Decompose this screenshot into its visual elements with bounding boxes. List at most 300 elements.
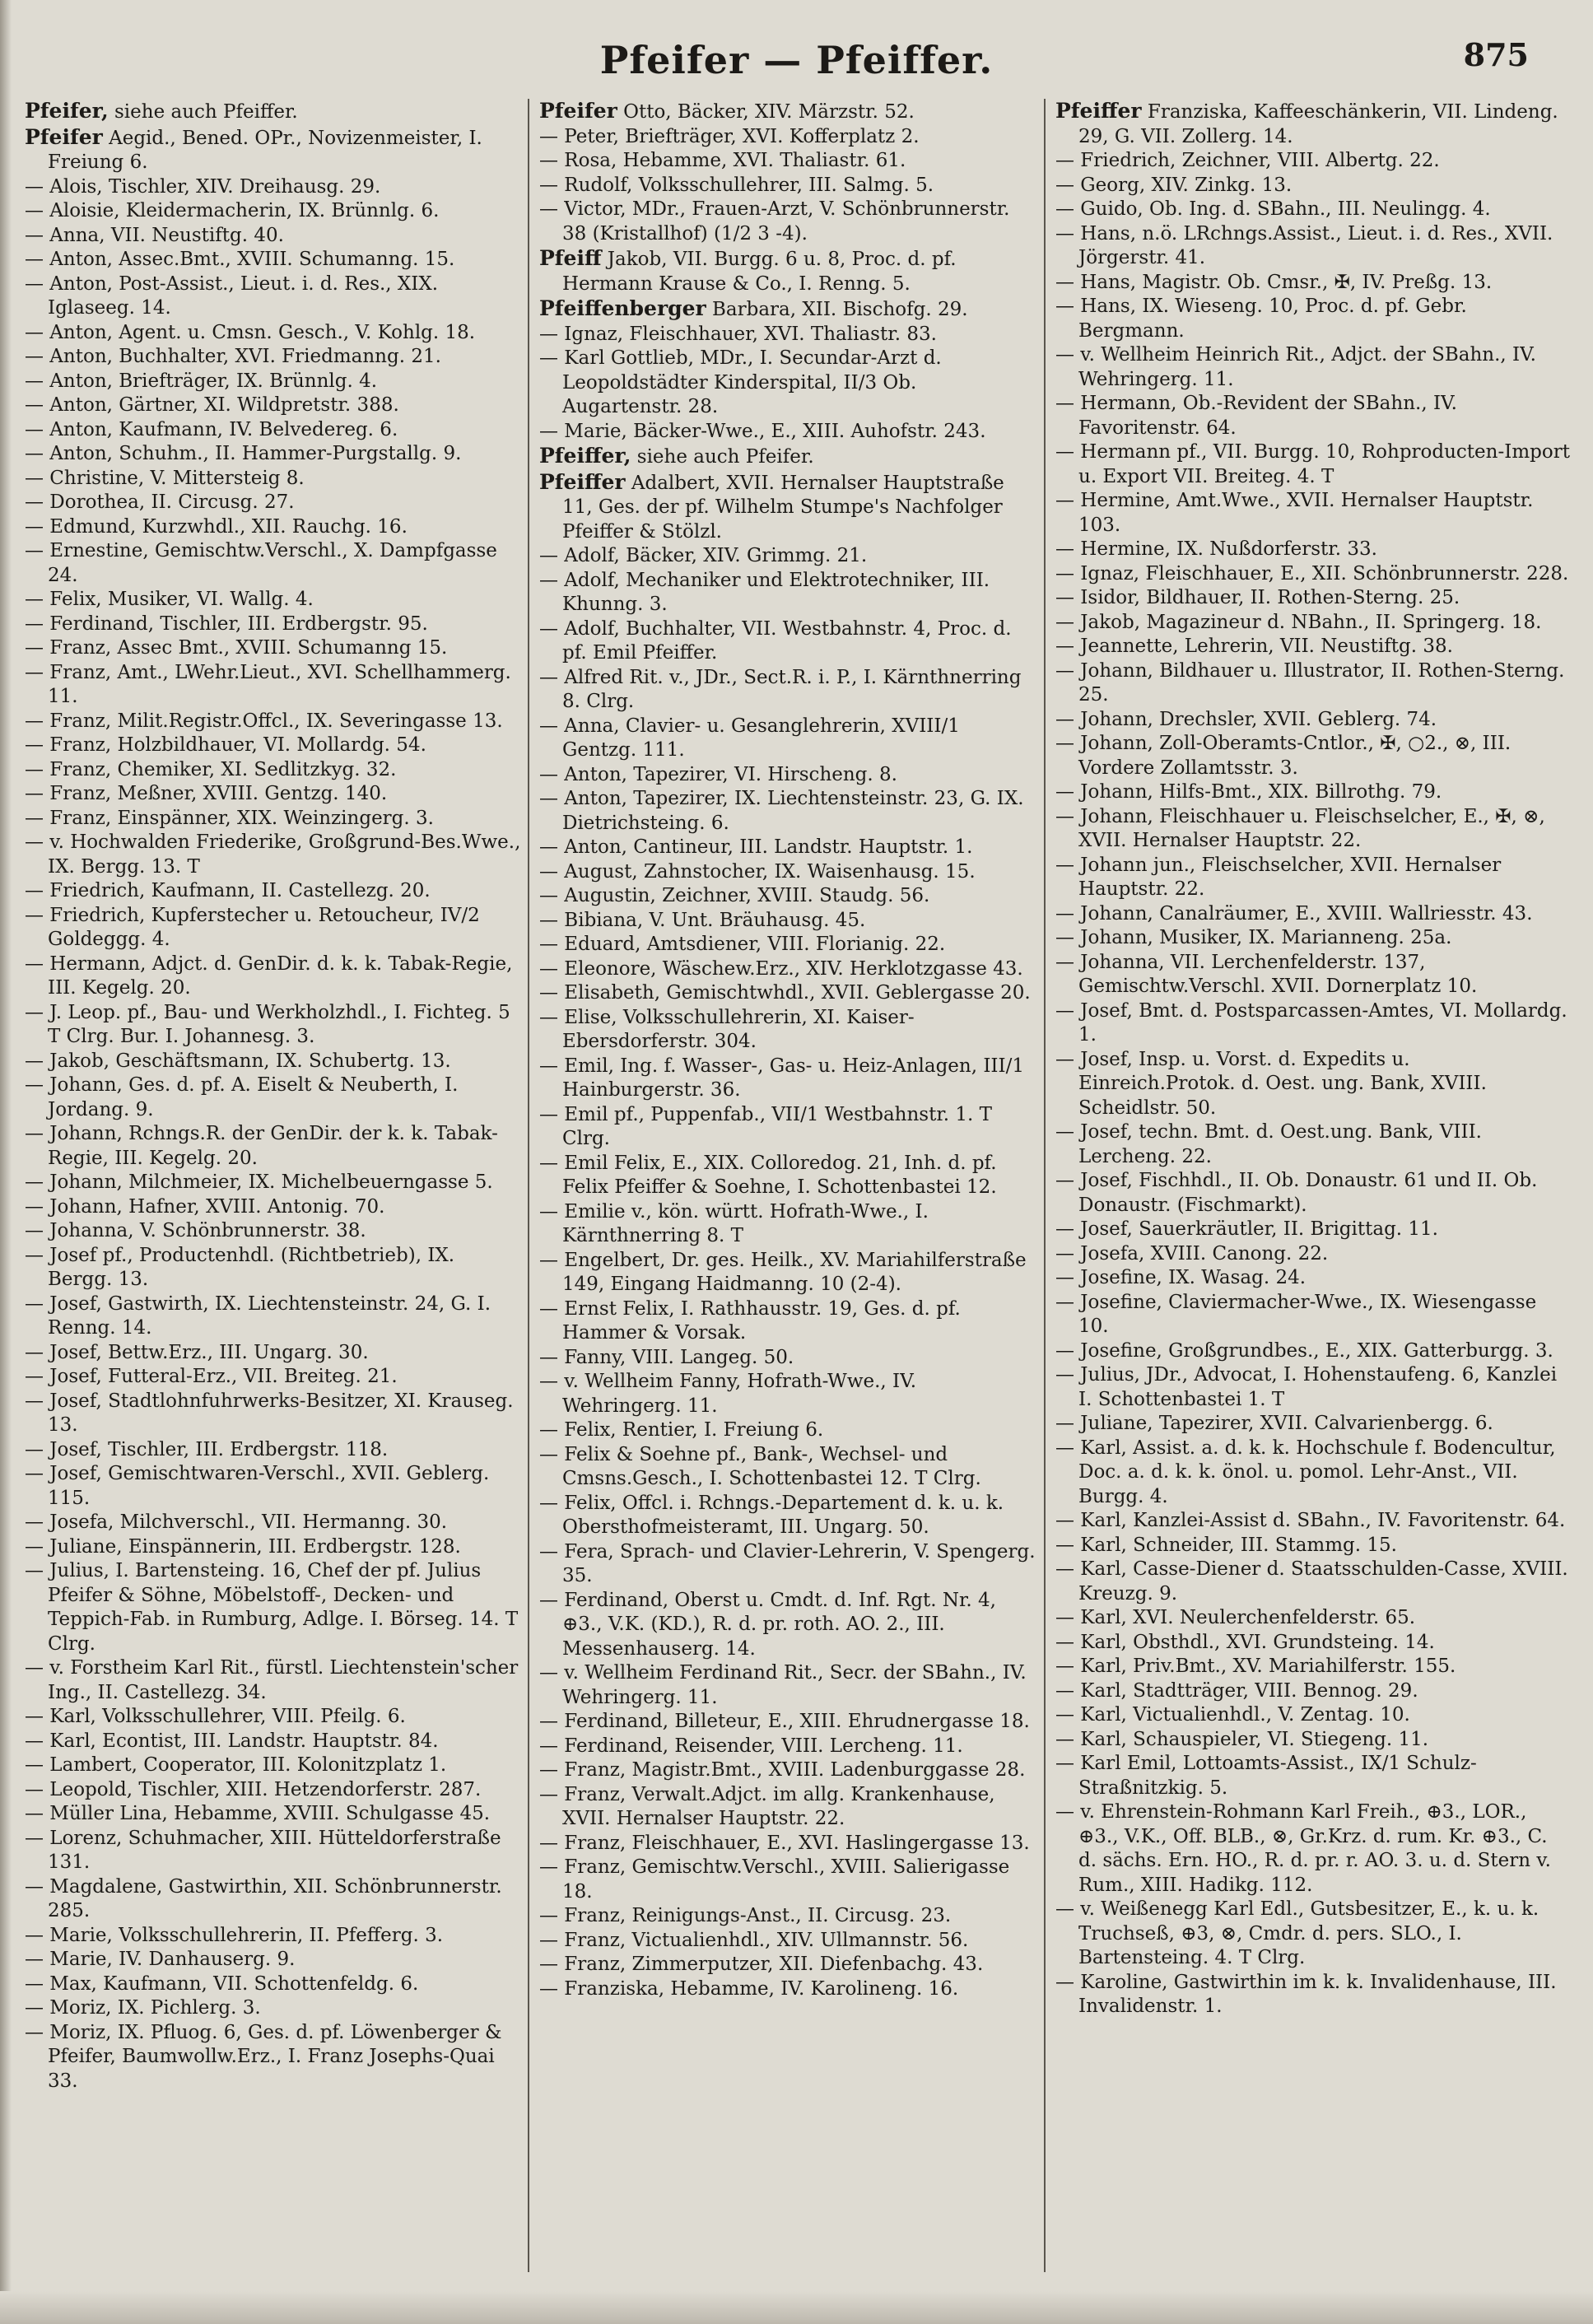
directory-entry <box>1055 1631 1570 1656</box>
entry-surname: Pfeiffenberger <box>539 296 706 320</box>
directory-entry <box>539 933 1037 957</box>
directory-entry <box>25 1535 523 1560</box>
entry-text: — Felix, Rentier, I. Freiung 6. <box>539 1419 824 1441</box>
directory-entry <box>539 1710 1037 1735</box>
entry-text: — Fanny, VIII. Langeg. 50. <box>539 1346 794 1368</box>
directory-entry <box>25 1511 523 1535</box>
directory-entry <box>25 661 523 710</box>
entry-text: — Johann, Bildhauer u. Illustrator, II. Rothen-Sterng. 25. <box>1055 659 1565 706</box>
entry-text: — Marie, IV. Danhauserg. 9. <box>25 1949 296 1970</box>
directory-entry <box>539 617 1037 666</box>
entry-text: — Anton, Kaufmann, IV. Belvedereg. 6. <box>25 418 398 440</box>
directory-entry <box>25 612 523 637</box>
directory-entry <box>539 1904 1037 1929</box>
entry-text: — Jakob, Magazineur d. NBahn., II. Springerg. 18. <box>1055 611 1542 633</box>
directory-entry <box>539 1856 1037 1904</box>
directory-entry <box>1055 1048 1570 1121</box>
entry-surname: Pfeiffer, <box>539 444 631 468</box>
entry-text: — Ferdinand, Oberst u. Cmdt. d. Inf. Rgt. Nr. 4, ⊕3., V.K. (KD.), R. d. pr. roth. AO. 2., III. Messenhauserg. 14. <box>539 1589 996 1660</box>
entry-text: siehe auch Pfeifer. <box>636 446 814 468</box>
directory-entry <box>539 1200 1037 1249</box>
directory-entry <box>539 787 1037 836</box>
directory-entry <box>1055 392 1570 440</box>
directory-entry <box>25 1559 523 1656</box>
directory-entry <box>25 125 523 175</box>
directory-entry <box>25 1341 523 1366</box>
entry-text: — Anna, VII. Neustiftg. 40. <box>25 224 284 246</box>
directory-entry <box>25 1365 523 1390</box>
entry-text: — Johann, Fleischhauer u. Fleischselcher, E., ✠, ⊗, XVII. Hernalser Hauptstr. 22. <box>1055 805 1545 851</box>
directory-entry <box>539 715 1037 763</box>
page-title: Pfeifer — Pfeiffer. <box>599 38 994 82</box>
entry-text: — Hans, IX. Wieseng. 10, Proc. d. pf. Gebr. Bergmann. <box>1055 296 1467 342</box>
entry-text: — Leopold, Tischler, XIII. Hetzendorferstr. 287. <box>25 1778 482 1800</box>
directory-entry <box>25 175 523 200</box>
directory-entry <box>25 1705 523 1730</box>
directory-entry <box>25 1972 523 1997</box>
entry-text: — Johanna, VII. Lerchenfelderstr. 137, Gemischtw.Verschl. XVII. Dornerplatz 10. <box>1055 951 1478 997</box>
entry-text: — v. Wellheim Fanny, Hofrath-Wwe., IV. Wehringerg. 11. <box>539 1371 917 1417</box>
directory-entry <box>539 174 1037 198</box>
entry-text: — Josef, Futteral-Erz., VII. Breiteg. 21. <box>25 1366 398 1387</box>
entry-text: — Hermann pf., VII. Burgg. 10, Rohproducten-Import u. Export VII. Breiteg. 4. T <box>1055 441 1570 487</box>
directory-entry <box>25 1001 523 1050</box>
entry-text: — Peter, Briefträger, XVI. Kofferplatz 2. <box>539 125 920 147</box>
entry-text: — v. Hochwalden Friederike, Großgrund-Bes.Wwe., IX. Bergg. 13. T <box>25 831 521 878</box>
entry-text: — Emilie v., kön. württ. Hofrath-Wwe., I. Kärnthnerring 8. T <box>539 1200 929 1246</box>
directory-entry <box>25 1753 523 1778</box>
entry-text: — Karl, Casse-Diener d. Staatsschulden-Casse, XVIII. Kreuzg. 9. <box>1055 1558 1568 1604</box>
directory-entry <box>1055 538 1570 562</box>
entry-text: — Franz, Zimmerputzer, XII. Diefenbachg. 43. <box>539 1954 984 1975</box>
entry-text: — Emil, Ing. f. Wasser-, Gas- u. Heiz-Anlagen, III/1 Hainburgerstr. 36. <box>539 1055 1024 1101</box>
directory-entry <box>25 879 523 904</box>
directory-entry <box>539 1370 1037 1418</box>
entry-text: siehe auch Pfeiffer. <box>114 101 298 123</box>
entry-text: — Bibiana, V. Unt. Bräuhausg. 45. <box>539 909 866 931</box>
directory-entry <box>539 1418 1037 1443</box>
directory-entry <box>25 1390 523 1438</box>
entry-text: — Ernst Felix, I. Rathhausstr. 19, Ges. d. pf. Hammer & Vorsak. <box>539 1297 961 1344</box>
entry-text: — Josef, Bettw.Erz., III. Ungarg. 30. <box>25 1341 369 1363</box>
directory-entry <box>539 836 1037 860</box>
entry-text: — Karl, Priv.Bmt., XV. Mariahilferstr. 155. <box>1055 1656 1456 1677</box>
directory-entry <box>1055 902 1570 927</box>
directory-entry <box>539 323 1037 347</box>
entry-text: — Ignaz, Fleischhauer, E., XII. Schönbrunnerstr. 228. <box>1055 562 1569 584</box>
entry-text: — Karl, Assist. a. d. k. k. Hochschule f. Bodencultur, Doc. a. d. k. k. önol. u. pomol. Lehr-Anst., VII. Burgg. 4. <box>1055 1437 1556 1507</box>
directory-entry <box>539 1492 1037 1540</box>
entry-text: — Franz, Gemischtw.Verschl., XVIII. Salierigasse 18. <box>539 1856 1010 1903</box>
directory-entry <box>539 957 1037 982</box>
entry-text: — Franz, Milit.Registr.Offcl., IX. Severingasse 13. <box>25 710 503 732</box>
entry-text: — Karl, Econtist, III. Landstr. Hauptstr. 84. <box>25 1730 439 1752</box>
entry-text: — Franz, Fleischhauer, E., XVI. Haslingergasse 13. <box>539 1832 1030 1854</box>
entry-text: — Guido, Ob. Ing. d. SBahn., III. Neulingg. 4. <box>1055 198 1491 220</box>
entry-text: — Franz, Chemiker, XI. Sedlitzkyg. 32. <box>25 758 397 780</box>
entry-text: — Felix, Musiker, VI. Wallg. 4. <box>25 589 314 610</box>
entry-text: — v. Wellheim Ferdinand Rit., Secr. der SBahn., IV. Wehringerg. 11. <box>539 1662 1027 1708</box>
entry-text: — Franz, Amt., LWehr.Lieut., XVI. Schellhammerg. 11. <box>25 661 511 707</box>
entry-text: — Rosa, Hebamme, XVI. Thaliastr. 61. <box>539 150 906 171</box>
directory-entry <box>539 1152 1037 1200</box>
entry-surname: Pfeiffer <box>1055 99 1142 123</box>
directory-entry <box>539 149 1037 174</box>
page-number: 875 <box>1463 36 1529 73</box>
directory-entry <box>539 763 1037 788</box>
entry-text: — Lambert, Cooperator, III. Kolonitzplatz 1. <box>25 1754 447 1776</box>
directory-entry <box>539 1735 1037 1759</box>
directory-entry <box>1055 1169 1570 1218</box>
column-2 <box>539 99 1037 2289</box>
entry-text: — Ignaz, Fleischhauer, XVI. Thaliastr. 83. <box>539 323 937 345</box>
directory-entry <box>1055 1971 1570 2019</box>
entry-text: — Josef, Gastwirth, IX. Liechtensteinstr. 24, G. I. Renng. 14. <box>25 1292 491 1339</box>
column-divider <box>528 99 529 2272</box>
directory-entry <box>539 569 1037 617</box>
entry-text: — Edmund, Kurzwhdl., XII. Rauchg. 16. <box>25 515 408 538</box>
entry-text: — Josef, Bmt. d. Postsparcassen-Amtes, VI. Mollardg. 1. <box>1055 999 1567 1046</box>
directory-entry <box>1055 635 1570 659</box>
entry-text: — Josef, Sauerkräutler, II. Brigittag. 11. <box>1055 1218 1438 1240</box>
directory-entry <box>25 1438 523 1463</box>
entry-text: Aegid., Bened. OPr., Novizenmeister, I. Freiung 6. <box>48 127 482 173</box>
entry-text: — Franz, Reinigungs-Anst., II. Circusg. 23. <box>539 1905 952 1926</box>
directory-entry <box>1055 343 1570 392</box>
entry-text: — Friedrich, Kupferstecher u. Retoucheur, IV/2 Goldeggg. 4. <box>25 904 480 950</box>
entry-text: — Moriz, IX. Pichlerg. 3. <box>25 1997 261 2019</box>
entry-text: — Victor, MDr., Frauen-Arzt, V. Schönbrunnerstr. 38 (Kristallhof) (1/2 3 -4). <box>539 198 1010 245</box>
directory-entry <box>25 1292 523 1341</box>
directory-entry <box>25 199 523 224</box>
entry-text: — Rudolf, Volksschullehrer, III. Salmg. 5. <box>539 174 934 196</box>
directory-entry <box>25 636 523 661</box>
entry-text: — Adolf, Buchhalter, VII. Westbahnstr. 4, Proc. d. pf. Emil Pfeiffer. <box>539 617 1012 664</box>
entry-text: — Moriz, IX. Pfluog. 6, Ges. d. pf. Löwenberger & Pfeifer, Baumwollw.Erz., I. Franz Josephs-Quai 33. <box>25 2021 502 2092</box>
directory-entry <box>25 904 523 952</box>
entry-text: — Josef, Insp. u. Vorst. d. Expedits u. Einreich.Protok. d. Oest. ung. Bank, XVIII. Scheidlstr. 50. <box>1055 1048 1487 1119</box>
directory-entry <box>25 370 523 394</box>
directory-entry <box>1055 708 1570 733</box>
entry-text: — Franziska, Hebamme, IV. Karolineng. 16. <box>539 1977 959 2000</box>
entry-text: Adalbert, XVII. Hernalser Hauptstraße 11, Ges. der pf. Wilhelm Stumpe's Nachfolger Pfeiffer & Stölzl. <box>562 472 1004 543</box>
directory-entry <box>1055 1339 1570 1364</box>
entry-text: — Johanna, V. Schönbrunnerstr. 38. <box>25 1220 366 1241</box>
directory-entry <box>1055 1120 1570 1169</box>
directory-entry <box>25 1996 523 2021</box>
directory-entry <box>1055 780 1570 805</box>
directory-entry <box>539 99 1037 125</box>
entry-text: — Ferdinand, Tischler, III. Erdbergstr. 95. <box>25 612 428 635</box>
directory-entry <box>25 418 523 443</box>
entry-text: — Juliane, Tapezirer, XVII. Calvarienbergg. 6. <box>1055 1413 1493 1434</box>
entry-text: — Josef, Stadtlohnfuhrwerks-Besitzer, XI. Krauseg. 13. <box>25 1390 514 1436</box>
directory-entry <box>25 1802 523 1827</box>
entry-text: — Karl, Schneider, III. Stammg. 15. <box>1055 1534 1397 1556</box>
entry-text: — Magdalene, Gastwirthin, XII. Schönbrunnerstr. 285. <box>25 1875 502 1921</box>
entry-text: — Karl, Obsthdl., XVI. Grundsteing. 14. <box>1055 1631 1435 1653</box>
directory-entry <box>25 831 523 879</box>
directory-entry <box>25 1827 523 1875</box>
scan-edge-left <box>0 0 12 2324</box>
entry-text: — Georg, XIV. Zinkg. 13. <box>1055 174 1293 196</box>
entry-text: — Josefa, Milchverschl., VII. Hermanng. 30. <box>25 1511 448 1533</box>
directory-entry <box>539 1006 1037 1055</box>
entry-text: — Josef, Gemischtwaren-Verschl., XVII. Geblerg. 115. <box>25 1463 490 1509</box>
directory-entry <box>25 442 523 467</box>
entry-text: — Augustin, Zeichner, XVIII. Staudg. 56. <box>539 885 930 906</box>
entry-text: — Anton, Tapezirer, VI. Hirscheng. 8. <box>539 763 897 785</box>
directory-entry <box>539 246 1037 296</box>
entry-text: — Friedrich, Kaufmann, II. Castellezg. 20. <box>25 880 431 901</box>
entry-text: — Josef, Fischhdl., II. Ob. Donaustr. 61 und II. Ob. Donaustr. (Fischmarkt). <box>1055 1170 1538 1216</box>
entry-text: — Adolf, Bäcker, XIV. Grimmg. 21. <box>539 545 868 566</box>
directory-entry <box>25 1462 523 1511</box>
entry-text: — Johann, Rchngs.R. der GenDir. der k. k. Tabak-Regie, III. Kegelg. 20. <box>25 1123 498 1169</box>
directory-entry <box>539 125 1037 150</box>
directory-entry <box>1055 1655 1570 1679</box>
entry-surname: Pfeifer <box>25 124 103 149</box>
directory-entry <box>1055 174 1570 198</box>
entry-text: — Franz, Meßner, XVIII. Gentzg. 140. <box>25 783 388 804</box>
directory-entry <box>25 1122 523 1171</box>
entry-text: — Jakob, Geschäftsmann, IX. Schubertg. 13. <box>25 1050 451 1072</box>
entry-text: — Karl, Kanzlei-Assist d. SBahn., IV. Favoritenstr. 64. <box>1055 1510 1566 1531</box>
directory-entry <box>539 347 1037 420</box>
directory-entry <box>1055 1728 1570 1753</box>
entry-text: — Josefine, Claviermacher-Wwe., IX. Wiesengasse 10. <box>1055 1291 1537 1337</box>
entry-text: Jakob, VII. Burgg. 6 u. 8, Proc. d. pf. Hermann Krause & Co., I. Renng. 5. <box>562 249 957 295</box>
directory-entry <box>25 1778 523 1803</box>
entry-text: — Johann jun., Fleischselcher, XVII. Hernalser Hauptstr. 22. <box>1055 854 1502 900</box>
directory-entry <box>1055 1412 1570 1437</box>
directory-entry <box>1055 1242 1570 1267</box>
directory-entry <box>25 782 523 807</box>
directory-entry <box>25 321 523 346</box>
directory-entry <box>25 758 523 783</box>
directory-entry <box>1055 1898 1570 1971</box>
directory-entry <box>539 296 1037 323</box>
entry-surname: Pfeifer <box>539 99 617 123</box>
entry-text: — Karl Gottlieb, MDr., I. Secundar-Arzt d. Leopoldstädter Kinderspital, II/3 Ob. Augartenstr. 28. <box>539 347 942 417</box>
entry-text: — Ernestine, Gemischtw.Verschl., X. Dampfgasse 24. <box>25 540 497 586</box>
entry-text: — Anton, Post-Assist., Lieut. i. d. Res., XIX. Iglaseeg. 14. <box>25 272 439 319</box>
directory-entry <box>25 467 523 491</box>
entry-text: — Julius, I. Bartensteing. 16, Chef der pf. Julius Pfeifer & Söhne, Möbelstoff-, Decken- und Teppich-Fab. in Rumburg, Adlge. I. Börseg. 14. T Clrg. <box>25 1560 519 1655</box>
entry-text: — Anton, Gärtner, XI. Wildpretstr. 388. <box>25 394 399 416</box>
directory-entry <box>25 1656 523 1705</box>
entry-text: — Franz, Einspänner, XIX. Weinzingerg. 3. <box>25 807 434 829</box>
directory-entry <box>25 1074 523 1122</box>
entry-text: — Hermine, IX. Nußdorferstr. 33. <box>1055 538 1377 560</box>
entry-text: — Dorothea, II. Circusg. 27. <box>25 491 295 513</box>
entry-text: — Franz, Magistr.Bmt., XVIII. Ladenburggasse 28. <box>539 1759 1026 1781</box>
entry-text: — Max, Kaufmann, VII. Schottenfeldg. 6. <box>25 1972 419 1995</box>
entry-text: — Müller Lina, Hebamme, XVIII. Schulgasse 45. <box>25 1803 491 1824</box>
entry-text: — Lorenz, Schuhmacher, XIII. Hütteldorferstraße 131. <box>25 1827 501 1873</box>
directory-entry <box>25 952 523 1001</box>
entry-text: — Adolf, Mechaniker und Elektrotechniker, III. Khunng. 3. <box>539 569 990 615</box>
directory-entry <box>1055 732 1570 780</box>
directory-entry <box>1055 659 1570 708</box>
entry-text: — Johann, Musiker, IX. Marianneng. 25a. <box>1055 927 1452 948</box>
entry-text: — Hermann, Adjct. d. GenDir. d. k. k. Tabak-Regie, III. Kegelg. 20. <box>25 952 513 999</box>
directory-entry <box>25 1924 523 1949</box>
entry-text: — Jeannette, Lehrerin, VII. Neustiftg. 38. <box>1055 636 1453 657</box>
entry-surname: Pfeiffer <box>539 469 626 494</box>
directory-entry <box>1055 1437 1570 1510</box>
entry-text: Franziska, Kaffeeschänkerin, VII. Lindeng. 29, G. VII. Zollerg. 14. <box>1078 101 1558 147</box>
column-divider <box>1044 99 1046 2272</box>
entry-text: — Anton, Agent. u. Cmsn. Gesch., V. Kohlg. 18. <box>25 321 476 343</box>
directory-entry <box>539 909 1037 934</box>
entry-text: — Karoline, Gastwirthin im k. k. Invalidenhause, III. Invalidenstr. 1. <box>1055 1971 1557 2017</box>
directory-entry <box>1055 1534 1570 1558</box>
directory-entry <box>1055 222 1570 271</box>
directory-entry <box>25 734 523 758</box>
entry-text: — Eduard, Amtsdiener, VIII. Florianig. 22. <box>539 934 946 955</box>
entry-text: — Karl, XVI. Neulerchenfelderstr. 65. <box>1055 1607 1416 1628</box>
directory-entry <box>539 1758 1037 1783</box>
entry-text: — Franz, Assec Bmt., XVIII. Schumanng 15. <box>25 637 448 659</box>
entry-text: — Karl, Volksschullehrer, VIII. Pfeilg. 6. <box>25 1706 406 1727</box>
directory-entry <box>1055 1800 1570 1898</box>
entry-text: — Friedrich, Zeichner, VIII. Albertg. 22. <box>1055 150 1440 171</box>
entry-text: — Johann, Canalräumer, E., XVIII. Wallriesstr. 43. <box>1055 902 1533 924</box>
entry-text: — Engelbert, Dr. ges. Heilk., XV. Mariahilferstraße 149, Eingang Haidmanng. 10 (2-4). <box>539 1249 1027 1295</box>
entry-text: — v. Forstheim Karl Rit., fürstl. Liechtenstein'scher Ing., II. Castellezg. 34. <box>25 1657 519 1703</box>
entry-text: — Hans, Magistr. Ob. Cmsr., ✠, IV. Preßg. 13. <box>1055 271 1493 293</box>
directory-entry <box>539 860 1037 885</box>
directory-entry <box>25 1730 523 1754</box>
column-3 <box>1055 99 1570 2289</box>
directory-entry <box>1055 586 1570 611</box>
entry-text: — Anton, Buchhalter, XVI. Friedmanng. 21. <box>25 346 441 367</box>
directory-entry <box>1055 611 1570 636</box>
directory-entry <box>25 345 523 370</box>
entry-text: — Karl, Stadtträger, VIII. Bennog. 29. <box>1055 1679 1418 1702</box>
directory-entry <box>25 1948 523 1972</box>
entry-text: — Anton, Cantineur, III. Landstr. Hauptstr. 1. <box>539 836 973 858</box>
entry-text: — Franz, Victualienhdl., XIV. Ullmannstr. 56. <box>539 1929 969 1951</box>
entry-text: — Johann, Hilfs-Bmt., XIX. Billrothg. 79. <box>1055 781 1442 803</box>
entry-text: — August, Zahnstocher, IX. Waisenhausg. 15. <box>539 860 976 883</box>
entry-text: — Josefa, XVIII. Canong. 22. <box>1055 1242 1329 1264</box>
entry-text: — Fera, Sprach- und Clavier-Lehrerin, V. Spengerg. 35. <box>539 1540 1036 1586</box>
entry-text: — Johann, Ges. d. pf. A. Eiselt & Neuberth, I. Jordang. 9. <box>25 1074 459 1120</box>
entry-text: — Alois, Tischler, XIV. Dreihausg. 29. <box>25 175 381 198</box>
entry-text: — Emil pf., Puppenfab., VII/1 Westbahnstr. 1. T Clrg. <box>539 1103 993 1149</box>
directory-entry <box>25 224 523 249</box>
entry-text: — Anton, Tapezirer, IX. Liechtensteinstr. 23, G. IX. Dietrichsteing. 6. <box>539 788 1024 834</box>
directory-entry <box>25 1875 523 1924</box>
entry-text: — Anton, Briefträger, IX. Brünnlg. 4. <box>25 370 378 392</box>
entry-text: Barbara, XII. Bischofg. 29. <box>712 299 968 320</box>
entry-text: — Hermine, Amt.Wwe., XVII. Hernalser Hauptstr. 103. <box>1055 490 1534 536</box>
directory-entry <box>25 1219 523 1244</box>
page-header <box>0 33 1593 91</box>
directory-entry <box>25 710 523 734</box>
directory-entry <box>1055 1752 1570 1800</box>
directory-entry <box>25 1171 523 1195</box>
directory-entry <box>1055 1218 1570 1242</box>
entry-text: — Felix & Soehne pf., Bank-, Wechsel- und Cmsns.Gesch., I. Schottenbastei 12. T Clrg. <box>539 1443 981 1489</box>
entry-surname: Pfeifer, <box>25 99 109 123</box>
entry-text: — J. Leop. pf., Bau- und Werkholzhdl., I. Fichteg. 5 T Clrg. Bur. I. Johannesg. 3. <box>25 1001 510 1047</box>
entry-text: — Alfred Rit. v., JDr., Sect.R. i. P., I. Kärnthnerring 8. Clrg. <box>539 666 1022 712</box>
entry-text: — Johann, Zoll-Oberamts-Cntlor., ✠, ○2., ⊗, III. Vordere Zollamtsstr. 3. <box>1055 733 1511 779</box>
directory-entry <box>1055 1291 1570 1339</box>
directory-entry <box>1055 999 1570 1048</box>
directory-entry <box>539 666 1037 715</box>
directory-entry <box>539 1929 1037 1954</box>
directory-entry <box>25 394 523 418</box>
directory-entry <box>25 515 523 540</box>
directory-entry <box>25 1195 523 1220</box>
directory-entry <box>25 539 523 588</box>
entry-text: — Julius, JDr., Advocat, I. Hohenstaufeng. 6, Kanzlei I. Schottenbastei 1. T <box>1055 1364 1558 1410</box>
directory-entry <box>539 1953 1037 1977</box>
directory-entry <box>539 444 1037 470</box>
directory-entry <box>25 2021 523 2094</box>
directory-entry <box>1055 440 1570 489</box>
directory-entry <box>539 1297 1037 1346</box>
directory-entry <box>1055 271 1570 296</box>
entry-text: — Josef pf., Productenhdl. (Richtbetrieb), IX. Bergg. 13. <box>25 1244 455 1290</box>
directory-entry <box>539 1346 1037 1371</box>
directory-entry <box>1055 1509 1570 1534</box>
entry-text: — Anna, Clavier- u. Gesanglehrerin, XVIII/1 Gentzg. 111. <box>539 715 960 761</box>
directory-entry <box>539 1783 1037 1832</box>
directory-columns <box>25 99 1572 2289</box>
directory-entry <box>539 884 1037 909</box>
column-1 <box>25 99 523 2289</box>
entry-text: — Felix, Offcl. i. Rchngs.-Departement d. k. u. k. Obersthofmeisteramt, III. Ungarg. 50. <box>539 1492 1004 1538</box>
entry-text: — Marie, Bäcker-Wwe., E., XIII. Auhofstr. 243. <box>539 420 986 442</box>
directory-entry <box>25 807 523 831</box>
directory-entry <box>25 272 523 321</box>
entry-text: — Isidor, Bildhauer, II. Rothen-Sterng. 25. <box>1055 587 1460 608</box>
directory-entry <box>1055 149 1570 174</box>
directory-entry <box>1055 1679 1570 1704</box>
entry-text: — Josef, Tischler, III. Erdbergstr. 118. <box>25 1438 389 1460</box>
directory-entry <box>1055 562 1570 587</box>
directory-entry <box>1055 926 1570 951</box>
entry-text: — Josefine, Großgrundbes., E., XIX. Gatterburgg. 3. <box>1055 1339 1553 1362</box>
directory-entry <box>1055 951 1570 999</box>
directory-entry <box>539 1977 1037 2002</box>
entry-text: Otto, Bäcker, XIV. Märzstr. 52. <box>623 101 915 123</box>
directory-entry <box>1055 489 1570 538</box>
directory-entry <box>1055 295 1570 343</box>
directory-entry <box>539 544 1037 569</box>
directory-entry <box>25 1050 523 1074</box>
directory-entry <box>1055 1363 1570 1412</box>
directory-entry <box>1055 1266 1570 1291</box>
entry-text: — v. Wellheim Heinrich Rit., Adjct. der SBahn., IV. Wehringerg. 11. <box>1055 344 1536 390</box>
directory-entry <box>539 470 1037 545</box>
directory-entry <box>539 1055 1037 1103</box>
directory-entry <box>539 981 1037 1006</box>
entry-text: — Hans, n.ö. LRchngs.Assist., Lieut. i. d. Res., XVII. Jörgerstr. 41. <box>1055 222 1553 268</box>
entry-text: — Emil Felix, E., XIX. Colloredog. 21, Inh. d. pf. Felix Pfeiffer & Soehne, I. Schottenbastei 12. <box>539 1152 997 1198</box>
entry-text: — Hermann, Ob.-Revident der SBahn., IV. Favoritenstr. 64. <box>1055 393 1457 439</box>
directory-entry <box>1055 198 1570 222</box>
scan-edge-bottom <box>0 2291 1593 2324</box>
entry-text: — Christine, V. Mittersteig 8. <box>25 467 305 489</box>
entry-text: — Eleonore, Wäschew.Erz., XIV. Herklotzgasse 43. <box>539 957 1023 980</box>
directory-entry <box>1055 1606 1570 1631</box>
